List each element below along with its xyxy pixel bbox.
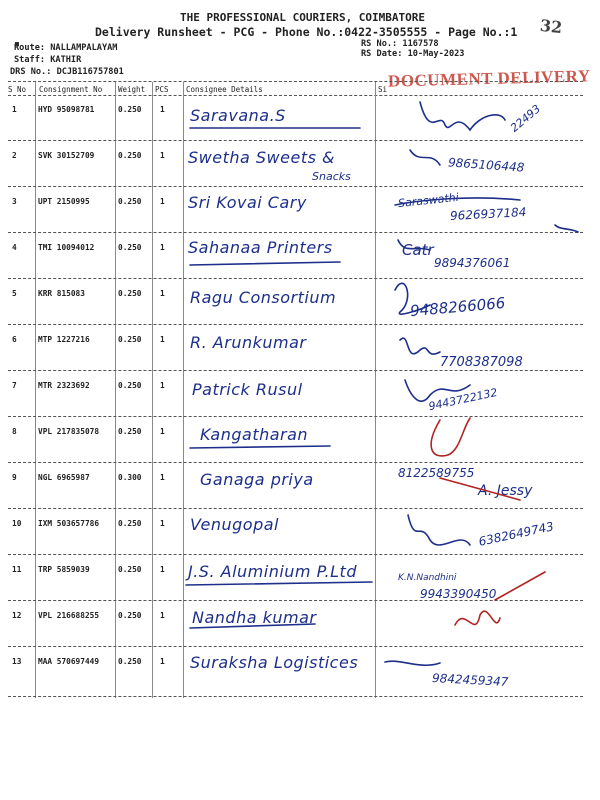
row-sno: 4: [12, 243, 17, 252]
row-pcs: 1: [160, 243, 165, 252]
signature-scribble: [410, 150, 440, 165]
row-sno: 13: [12, 657, 22, 666]
row-weight: 0.250: [118, 565, 142, 574]
row-consignee: Sri Kovai Cary: [188, 193, 307, 212]
row-pcs: 1: [160, 197, 165, 206]
consignee-underline: [190, 446, 330, 448]
red-mark: [495, 572, 545, 600]
row-consignment-no: UPT 2150995: [38, 197, 90, 206]
row-signature-name: A. Jessy: [478, 483, 533, 499]
row-pcs: 1: [160, 473, 165, 482]
row-consignee: Ganaga priya: [200, 470, 314, 489]
row-sno: 2: [12, 151, 17, 160]
row-pcs: 1: [160, 289, 165, 298]
row-weight: 0.250: [118, 105, 142, 114]
signature-scribble: [398, 240, 430, 250]
row-consignee-line2: Snacks: [312, 170, 351, 183]
signature-scribble: [555, 225, 578, 232]
consignee-underline: [186, 582, 372, 585]
consignee-underline: [190, 624, 315, 628]
row-signature-phone: 9943390450: [420, 587, 497, 601]
row-consignee: Swetha Sweets &: [188, 148, 335, 167]
row-signature-phone: 9865106448: [447, 155, 525, 175]
signature-scribble: [395, 283, 430, 314]
row-consignment-no: HYD 95098781: [38, 105, 95, 114]
col-consignment: Consignment No: [39, 85, 103, 94]
signature-scribble: [385, 661, 440, 665]
row-signature-name: Saraswathi: [397, 190, 460, 211]
row-sno: 5: [12, 289, 17, 298]
row-pcs: 1: [160, 565, 165, 574]
row-consignee: J.S. Aluminium P.Ltd: [188, 562, 357, 581]
row-sno: 9: [12, 473, 17, 482]
col-sno: S No: [8, 85, 27, 94]
row-weight: 0.250: [118, 427, 142, 436]
row-weight: 0.250: [118, 289, 142, 298]
route-label: Route: NALLAMPALAYAM: [14, 43, 118, 53]
col-consignee: Consignee Details: [186, 85, 263, 94]
row-signature-phone: 9488266066: [409, 293, 507, 321]
row-pcs: 1: [160, 657, 165, 666]
row-signature-phone: 9842459347: [431, 671, 509, 689]
row-pcs: 1: [160, 335, 165, 344]
row-weight: 0.300: [118, 473, 142, 482]
row-consignee: Kangatharan: [200, 425, 309, 444]
signature-scribble: [395, 198, 520, 205]
col-signature: Si: [378, 85, 388, 94]
row-weight: 0.250: [118, 335, 142, 344]
row-signature-phone: 22493: [507, 102, 544, 135]
row-pcs: 1: [160, 105, 165, 114]
row-signature-name: Catr: [402, 241, 434, 259]
col-pcs: PCS: [155, 85, 169, 94]
row-weight: 0.250: [118, 657, 142, 666]
row-consignment-no: KRR 815083: [38, 289, 85, 298]
rs-date: RS Date: 10-May-2023: [361, 49, 465, 59]
row-consignment-no: VPL 217835078: [38, 427, 100, 436]
document-delivery-stamp: DOCUMENT DELIVERY: [387, 66, 591, 91]
company-title: THE PROFESSIONAL COURIERS, COIMBATORE: [180, 11, 426, 24]
row-signature-phone: 8122589755: [398, 466, 475, 480]
staff-label: Staff: KATHIR: [14, 55, 82, 65]
row-signature-name: K.N.Nandhini: [398, 573, 457, 583]
row-consignee: Nandha kumar: [192, 608, 317, 627]
row-signature-phone: 9443722132: [427, 385, 499, 414]
row-consignment-no: MAA 570697449: [38, 657, 100, 666]
row-consignment-no: TMI 10094012: [38, 243, 95, 252]
row-consignment-no: IXM 503657786: [38, 519, 100, 528]
row-weight: 0.250: [118, 197, 142, 206]
row-weight: 0.250: [118, 381, 142, 390]
red-mark: [431, 418, 470, 456]
row-pcs: 1: [160, 611, 165, 620]
row-weight: 0.250: [118, 611, 142, 620]
handwritten-page-mark: 32: [539, 15, 564, 38]
signature-scribble: [400, 338, 440, 354]
row-weight: 0.250: [118, 519, 142, 528]
row-sno: 10: [12, 519, 22, 528]
row-sno: 11: [12, 565, 22, 574]
row-consignee: R. Arunkumar: [190, 333, 307, 352]
row-pcs: 1: [160, 519, 165, 528]
signature-scribble: [420, 102, 505, 130]
row-signature-phone: 7708387098: [440, 355, 523, 370]
row-sno: 6: [12, 335, 17, 344]
row-sno: 3: [12, 197, 17, 206]
row-sno: 1: [12, 105, 17, 114]
row-consignee: Suraksha Logistices: [190, 653, 359, 672]
row-consignee: Saravana.S: [190, 106, 286, 125]
row-consignment-no: VPL 216688255: [38, 611, 100, 620]
drs-number: DRS No.: DCJB116757801: [10, 67, 124, 77]
row-signature-phone: 9894376061: [434, 256, 511, 270]
row-signature-phone: 9626937184: [449, 205, 527, 223]
row-consignment-no: MTP 1227216: [38, 335, 90, 344]
row-consignee: Sahanaa Printers: [188, 238, 333, 257]
red-mark: [455, 611, 500, 625]
red-mark: [440, 478, 520, 500]
row-consignment-no: TRP 5859039: [38, 565, 90, 574]
row-sno: 8: [12, 427, 17, 436]
row-consignee: Ragu Consortium: [190, 288, 337, 307]
row-pcs: 1: [160, 427, 165, 436]
row-sno: 12: [12, 611, 22, 620]
row-consignment-no: NGL 6965987: [38, 473, 90, 482]
signature-scribble: [408, 515, 470, 545]
runsheet-title: Delivery Runsheet - PCG - Phone No.:0422-3505555 - Page No.:1: [95, 25, 518, 39]
row-signature-phone: 6382649743: [477, 519, 555, 549]
row-sno: 7: [12, 381, 17, 390]
row-consignment-no: SVK 30152709: [38, 151, 95, 160]
row-consignee: Patrick Rusul: [192, 380, 303, 399]
col-weight: Weight: [118, 85, 146, 94]
row-weight: 0.250: [118, 243, 142, 252]
row-pcs: 1: [160, 381, 165, 390]
signature-scribble: [405, 380, 470, 401]
row-consignment-no: MTR 2323692: [38, 381, 90, 390]
rs-number: RS No.: 1167578: [361, 39, 439, 49]
row-consignee: Venugopal: [190, 515, 279, 534]
row-weight: 0.250: [118, 151, 142, 160]
row-pcs: 1: [160, 151, 165, 160]
consignee-underline: [190, 262, 340, 265]
